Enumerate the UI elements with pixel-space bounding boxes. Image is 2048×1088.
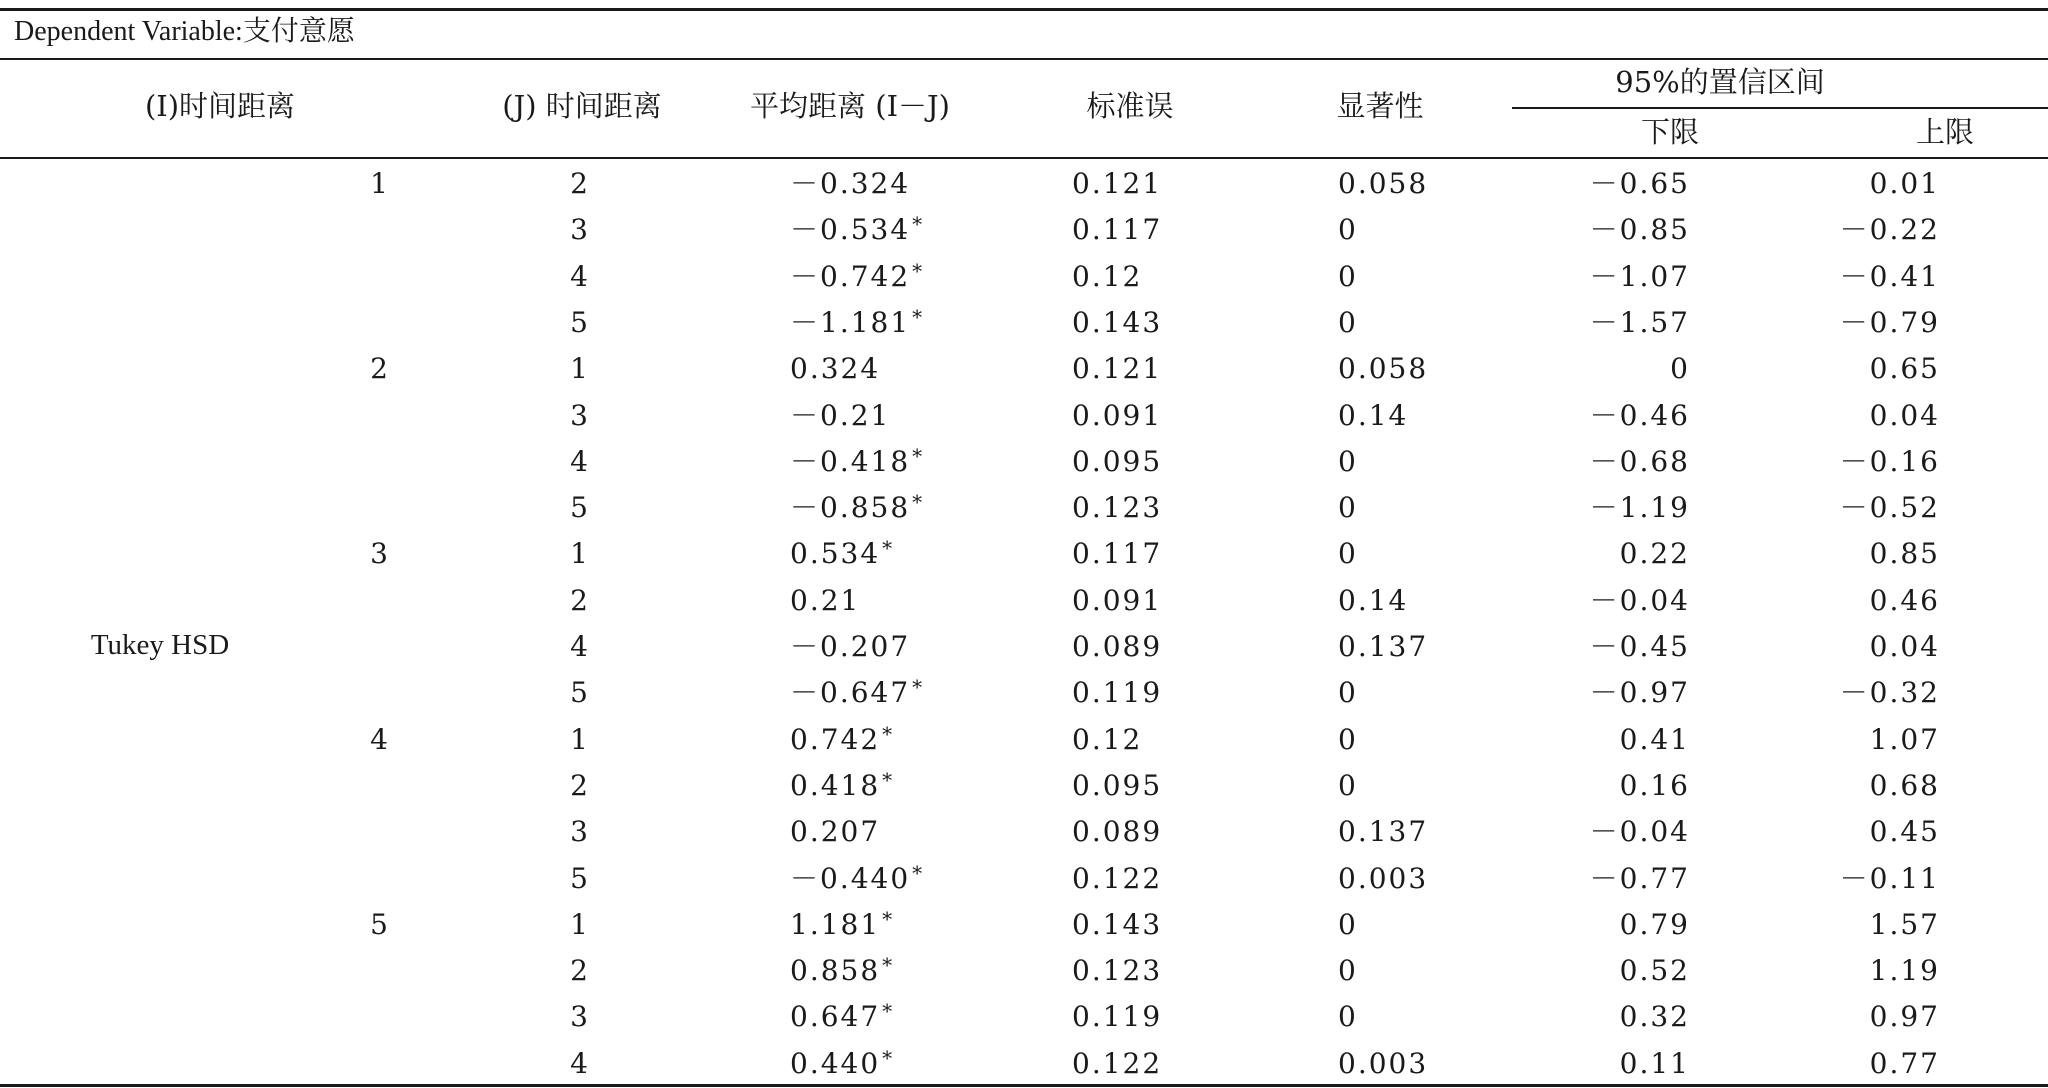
cell-sig: 0.137 xyxy=(1338,815,1429,849)
table-row xyxy=(0,995,2048,1041)
cell-mean-diff: －0.207 xyxy=(790,630,911,663)
cell-std-err: 0.123 xyxy=(1072,491,1163,525)
table-row xyxy=(0,949,2048,995)
cell-upper: 0.04 xyxy=(1869,630,1940,663)
cell-upper: 0.97 xyxy=(1869,1000,1940,1034)
cell-lower: 0.11 xyxy=(1619,1046,1690,1080)
cell-i: 3 xyxy=(370,537,390,571)
significance-star: * xyxy=(912,675,925,700)
cell-lower: －1.07 xyxy=(1589,259,1690,293)
cell-upper: －0.79 xyxy=(1839,305,1940,339)
cell-mean-diff: 1.181 * xyxy=(790,906,895,941)
top-rule xyxy=(0,8,2048,11)
ci-subrule xyxy=(1512,107,2048,109)
cell-upper: 1.19 xyxy=(1869,954,1940,988)
cell-std-err: 0.089 xyxy=(1072,630,1163,663)
table-title: Dependent Variable:支付意愿 xyxy=(14,16,355,47)
cell-lower: 0 xyxy=(1670,352,1690,386)
significance-star: * xyxy=(912,443,925,468)
significance-star: * xyxy=(912,212,925,237)
cell-i: 4 xyxy=(370,722,390,756)
header-mean-diff: 平均距离 (I－J) xyxy=(750,89,950,123)
cell-mean-diff: 0.324 xyxy=(790,352,881,386)
significance-star: * xyxy=(882,953,895,978)
table-row xyxy=(0,347,2048,393)
cell-i: 5 xyxy=(370,907,390,941)
cell-upper: －0.16 xyxy=(1839,444,1940,478)
title-rule xyxy=(0,58,2048,60)
significance-star: * xyxy=(882,999,895,1024)
table-row xyxy=(0,532,2048,578)
cell-mean-diff: 0.858 * xyxy=(790,953,895,988)
cell-std-err: 0.143 xyxy=(1072,907,1163,941)
cell-upper: 0.04 xyxy=(1869,398,1940,432)
cell-mean-diff: 0.418 * xyxy=(790,767,895,802)
cell-std-err: 0.121 xyxy=(1072,167,1163,200)
cell-std-err: 0.143 xyxy=(1072,305,1163,339)
cell-std-err: 0.117 xyxy=(1072,537,1163,571)
significance-star: * xyxy=(882,906,895,931)
cell-mean-diff: 0.440 * xyxy=(790,1045,895,1080)
cell-j: 2 xyxy=(570,954,590,988)
cell-upper: 0.77 xyxy=(1869,1046,1940,1080)
cell-mean-diff: －0.440 * xyxy=(790,860,925,895)
header-upper: 上限 xyxy=(1915,115,1974,149)
cell-std-err: 0.121 xyxy=(1072,352,1163,386)
cell-mean-diff: －0.324 xyxy=(790,167,911,200)
cell-j: 1 xyxy=(570,907,590,941)
header-rule xyxy=(0,157,2048,159)
cell-upper: 1.57 xyxy=(1869,907,1940,941)
significance-star: * xyxy=(882,536,895,561)
significance-star: * xyxy=(912,258,925,283)
cell-lower: －1.57 xyxy=(1589,305,1690,339)
cell-upper: 0.45 xyxy=(1869,815,1940,849)
cell-sig: 0 xyxy=(1338,305,1358,339)
cell-mean-diff: 0.207 xyxy=(790,815,881,849)
table-row xyxy=(0,208,2048,254)
header-ci: 95%的置信区间 xyxy=(1615,65,1825,99)
method-label: Tukey HSD xyxy=(90,629,230,661)
cell-lower: －0.85 xyxy=(1589,213,1690,247)
cell-sig: 0 xyxy=(1338,954,1358,988)
cell-upper: 0.68 xyxy=(1869,768,1940,802)
cell-upper: －0.22 xyxy=(1839,213,1940,247)
table-row xyxy=(0,903,2048,949)
cell-std-err: 0.122 xyxy=(1072,1046,1163,1080)
cell-upper: －0.41 xyxy=(1839,259,1940,293)
cell-std-err: 0.091 xyxy=(1072,583,1163,617)
cell-upper: －0.32 xyxy=(1839,676,1940,710)
cell-lower: －0.46 xyxy=(1589,398,1690,432)
cell-j: 1 xyxy=(570,537,590,571)
header-std-err: 标准误 xyxy=(1086,89,1174,123)
cell-j: 4 xyxy=(570,444,590,478)
cell-sig: 0.14 xyxy=(1338,583,1409,617)
cell-lower: 0.52 xyxy=(1619,954,1690,988)
cell-upper: －0.11 xyxy=(1839,861,1940,895)
cell-j: 3 xyxy=(570,815,590,849)
cell-std-err: 0.089 xyxy=(1072,815,1163,849)
header-i: (I)时间距离 xyxy=(144,89,296,123)
cell-lower: －0.65 xyxy=(1589,167,1690,200)
significance-star: * xyxy=(882,767,895,792)
cell-std-err: 0.091 xyxy=(1072,398,1163,432)
cell-sig: 0.003 xyxy=(1338,861,1429,895)
cell-j: 4 xyxy=(570,259,590,293)
cell-j: 5 xyxy=(570,491,590,525)
cell-mean-diff: －0.418 * xyxy=(790,443,925,478)
cell-mean-diff: －0.21 xyxy=(790,398,891,432)
table-row xyxy=(0,764,2048,810)
cell-sig: 0.14 xyxy=(1338,398,1409,432)
cell-upper: －0.52 xyxy=(1839,491,1940,525)
table-row xyxy=(0,486,2048,532)
table-row xyxy=(0,718,2048,764)
cell-std-err: 0.095 xyxy=(1072,444,1163,478)
cell-sig: 0 xyxy=(1338,768,1358,802)
significance-star: * xyxy=(882,1045,895,1070)
cell-std-err: 0.12 xyxy=(1072,259,1143,293)
cell-j: 5 xyxy=(570,676,590,710)
significance-star: * xyxy=(882,721,895,746)
cell-mean-diff: －1.181 * xyxy=(790,304,925,339)
cell-sig: 0.058 xyxy=(1338,352,1429,386)
cell-lower: 0.79 xyxy=(1619,907,1690,941)
cell-lower: －0.77 xyxy=(1589,861,1690,895)
cell-lower: －0.04 xyxy=(1589,583,1690,617)
cell-lower: 0.16 xyxy=(1619,768,1690,802)
cell-j: 3 xyxy=(570,213,590,247)
cell-j: 5 xyxy=(570,305,590,339)
cell-mean-diff: －0.534 * xyxy=(790,212,925,247)
cell-upper: 1.07 xyxy=(1869,722,1940,756)
cell-std-err: 0.122 xyxy=(1072,861,1163,895)
cell-sig: 0 xyxy=(1338,907,1358,941)
cell-lower: －0.04 xyxy=(1589,815,1690,849)
cell-std-err: 0.119 xyxy=(1072,676,1163,710)
cell-mean-diff: －0.858 * xyxy=(790,490,925,525)
cell-sig: 0 xyxy=(1338,1000,1358,1034)
table-row xyxy=(0,579,2048,625)
cell-mean-diff: 0.534 * xyxy=(790,536,895,571)
cell-sig: 0 xyxy=(1338,722,1358,756)
table-row xyxy=(0,440,2048,486)
cell-std-err: 0.123 xyxy=(1072,954,1163,988)
cell-sig: 0 xyxy=(1338,444,1358,478)
cell-sig: 0 xyxy=(1338,213,1358,247)
table-row xyxy=(0,671,2048,717)
bottom-rule xyxy=(0,1084,2048,1087)
significance-star: * xyxy=(912,860,925,885)
cell-mean-diff: 0.21 xyxy=(790,583,861,617)
cell-j: 3 xyxy=(570,1000,590,1034)
cell-lower: 0.41 xyxy=(1619,722,1690,756)
cell-lower: －0.45 xyxy=(1589,630,1690,663)
cell-sig: 0 xyxy=(1338,259,1358,293)
table-row xyxy=(0,857,2048,903)
table-row xyxy=(0,301,2048,347)
cell-upper: 0.65 xyxy=(1869,352,1940,386)
header-sig: 显著性 xyxy=(1336,89,1424,123)
cell-std-err: 0.117 xyxy=(1072,213,1163,247)
cell-std-err: 0.095 xyxy=(1072,768,1163,802)
cell-upper: 0.46 xyxy=(1869,583,1940,617)
cell-i: 1 xyxy=(370,167,390,200)
cell-std-err: 0.12 xyxy=(1072,722,1143,756)
cell-sig: 0.137 xyxy=(1338,630,1429,663)
cell-sig: 0 xyxy=(1338,676,1358,710)
cell-mean-diff: －0.647 * xyxy=(790,675,925,710)
significance-star: * xyxy=(912,304,925,329)
table-row xyxy=(0,810,2048,856)
cell-j: 1 xyxy=(570,352,590,386)
cell-mean-diff: －0.742 * xyxy=(790,258,925,293)
cell-j: 2 xyxy=(570,583,590,617)
cell-lower: －0.97 xyxy=(1589,676,1690,710)
table-row xyxy=(0,1042,2048,1088)
cell-std-err: 0.119 xyxy=(1072,1000,1163,1034)
cell-j: 5 xyxy=(570,861,590,895)
cell-j: 1 xyxy=(570,722,590,756)
table-row xyxy=(0,394,2048,440)
cell-j: 4 xyxy=(570,1046,590,1080)
cell-j: 3 xyxy=(570,398,590,432)
cell-j: 4 xyxy=(570,630,590,663)
cell-j: 2 xyxy=(570,768,590,802)
table-row xyxy=(0,162,2048,208)
cell-sig: 0 xyxy=(1338,491,1358,525)
cell-upper: 0.85 xyxy=(1869,537,1940,571)
cell-sig: 0 xyxy=(1338,537,1358,571)
cell-sig: 0.058 xyxy=(1338,167,1429,200)
cell-lower: 0.22 xyxy=(1619,537,1690,571)
cell-mean-diff: 0.742 * xyxy=(790,721,895,756)
cell-i: 2 xyxy=(370,352,390,386)
header-lower: 下限 xyxy=(1640,115,1699,149)
table-row xyxy=(0,625,2048,671)
cell-lower: －1.19 xyxy=(1589,491,1690,525)
table-row xyxy=(0,255,2048,301)
cell-upper: 0.01 xyxy=(1869,167,1940,200)
cell-mean-diff: 0.647 * xyxy=(790,999,895,1034)
header-j: (J) 时间距离 xyxy=(502,89,662,123)
cell-sig: 0.003 xyxy=(1338,1046,1429,1080)
cell-j: 2 xyxy=(570,167,590,200)
cell-lower: －0.68 xyxy=(1589,444,1690,478)
significance-star: * xyxy=(912,490,925,515)
cell-lower: 0.32 xyxy=(1619,1000,1690,1034)
